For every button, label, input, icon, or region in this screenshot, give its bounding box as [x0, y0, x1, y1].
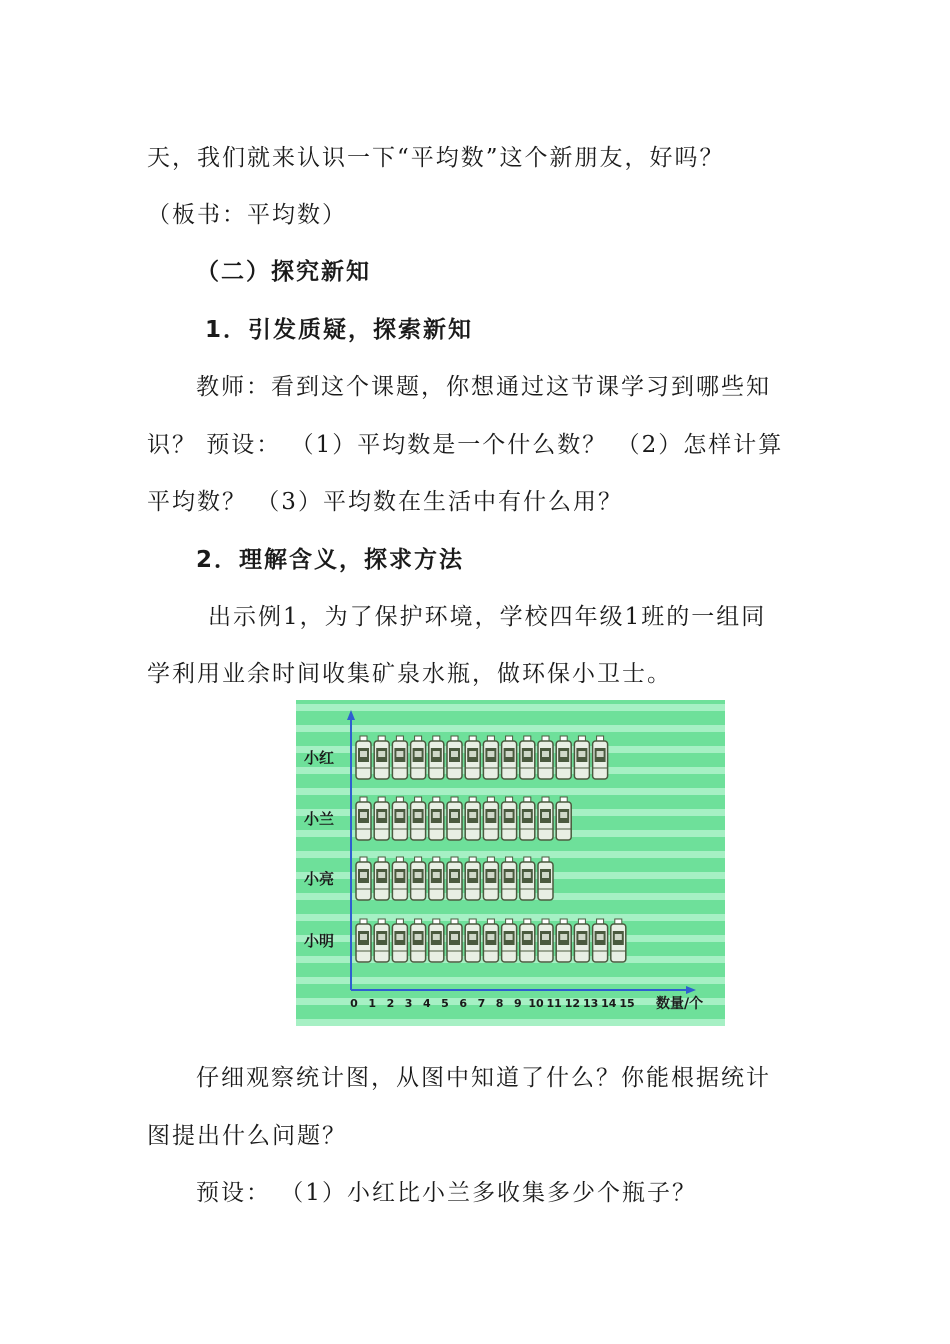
bottle-icon [374, 919, 389, 962]
text-line-2: （板书：平均数） [147, 202, 347, 228]
text-line-5: 教师：看到这个课题，你想通过这节课学习到哪些知 [196, 374, 771, 400]
x-tick-label: 9 [513, 997, 522, 1010]
bottle-icon [483, 736, 498, 779]
bottle-icon [411, 919, 426, 962]
x-tick-label: 4 [422, 997, 431, 1010]
x-tick-label: 3 [404, 997, 413, 1010]
bottle-icon [465, 919, 480, 962]
bottle-icon [374, 797, 389, 840]
bottle-icon [411, 797, 426, 840]
x-tick-label: 15 [619, 997, 635, 1010]
bottle-icon [483, 797, 498, 840]
x-tick-label: 10 [528, 997, 544, 1010]
bottle-icon [392, 797, 407, 840]
bottle-icon [465, 857, 480, 900]
bottle-icon [556, 736, 571, 779]
x-tick-label: 6 [459, 997, 468, 1010]
bottle-icon [356, 797, 371, 840]
bottle-icon [356, 736, 371, 779]
bottle-icon [520, 857, 535, 900]
bottle-bar [356, 919, 626, 962]
bottle-icon [392, 857, 407, 900]
category-label: 小兰 [304, 810, 335, 828]
bottle-icon [483, 919, 498, 962]
bottle-icon [483, 857, 498, 900]
text-line-1: 天，我们就来认识一下“平均数”这个新朋友，好吗？ [147, 145, 725, 171]
bottle-icon [593, 919, 608, 962]
bottle-icon [593, 736, 608, 779]
chart-stripe [296, 788, 725, 795]
x-tick-label: 8 [495, 997, 504, 1010]
text-line-9: 出示例1，为了保护环境，学校四年级1班的一组同 [208, 604, 767, 630]
bottle-icon [556, 919, 571, 962]
text-line-6: 识？ 预设： （1）平均数是一个什么数？ （2）怎样计算 [147, 432, 784, 458]
category-label: 小明 [304, 932, 335, 950]
subsection-heading-1: 1．引发质疑，探索新知 [205, 317, 474, 343]
bottle-icon [502, 857, 517, 900]
bottle-bar [356, 857, 553, 900]
bottle-icon [447, 919, 462, 962]
text-line-7: 平均数？ （3）平均数在生活中有什么用？ [147, 489, 623, 515]
x-tick-label: 11 [546, 997, 562, 1010]
section-heading: （二）探究新知 [196, 259, 371, 285]
bottle-icon [374, 736, 389, 779]
bottle-icon [447, 857, 462, 900]
x-tick-label: 12 [564, 997, 581, 1010]
x-tick-label: 7 [477, 997, 486, 1010]
bottle-icon [429, 797, 444, 840]
bottle-icon [538, 857, 553, 900]
bottle-icon [411, 857, 426, 900]
x-tick-label: 5 [441, 997, 449, 1010]
bottle-icon [465, 797, 480, 840]
bottle-icon [465, 736, 480, 779]
x-axis-label: 数量/个 [656, 996, 704, 1012]
bottle-icon [574, 736, 589, 779]
bottle-icon [538, 797, 553, 840]
bottle-icon [502, 797, 517, 840]
text-line-11: 仔细观察统计图，从图中知道了什么？你能根据统计 [196, 1065, 771, 1091]
x-tick-label: 1 [368, 997, 377, 1010]
bottle-icon [356, 857, 371, 900]
bottle-icon [392, 919, 407, 962]
bottle-icon [520, 919, 535, 962]
bottle-icon [502, 919, 517, 962]
bottle-icon [429, 857, 444, 900]
bottle-icon [556, 797, 571, 840]
text-line-10: 学利用业余时间收集矿泉水瓶，做环保小卫士。 [147, 661, 672, 687]
chart-stripe [296, 977, 725, 984]
bottle-icon [502, 736, 517, 779]
bottle-icon [429, 736, 444, 779]
bottle-icon [429, 919, 444, 962]
text-line-12: 图提出什么问题？ [147, 1123, 347, 1149]
bottle-icon [374, 857, 389, 900]
bottle-icon [447, 736, 462, 779]
category-label: 小亮 [304, 870, 335, 888]
text-line-13: 预设： （1）小红比小兰多收集多少个瓶子？ [196, 1180, 697, 1206]
bottle-icon [538, 919, 553, 962]
category-label: 小红 [304, 749, 335, 767]
bottle-icon [538, 736, 553, 779]
bottle-icon [411, 736, 426, 779]
x-tick-label: 14 [601, 997, 617, 1010]
x-tick-label: 13 [582, 997, 599, 1010]
x-tick-label: 2 [386, 997, 395, 1010]
bottle-icon [520, 797, 535, 840]
bottle-icon [356, 919, 371, 962]
chart-stripe [296, 1019, 725, 1026]
bottle-icon [611, 919, 626, 962]
subsection-heading-2: 2．理解含义，探求方法 [196, 547, 465, 573]
bottle-icon [447, 797, 462, 840]
bottle-icon [520, 736, 535, 779]
bottle-icon [574, 919, 589, 962]
chart-stripe [296, 725, 725, 732]
bottle-bar-chart [296, 700, 725, 1026]
x-tick-label: 0 [350, 997, 358, 1010]
bottle-icon [392, 736, 407, 779]
chart-stripe [296, 704, 725, 711]
